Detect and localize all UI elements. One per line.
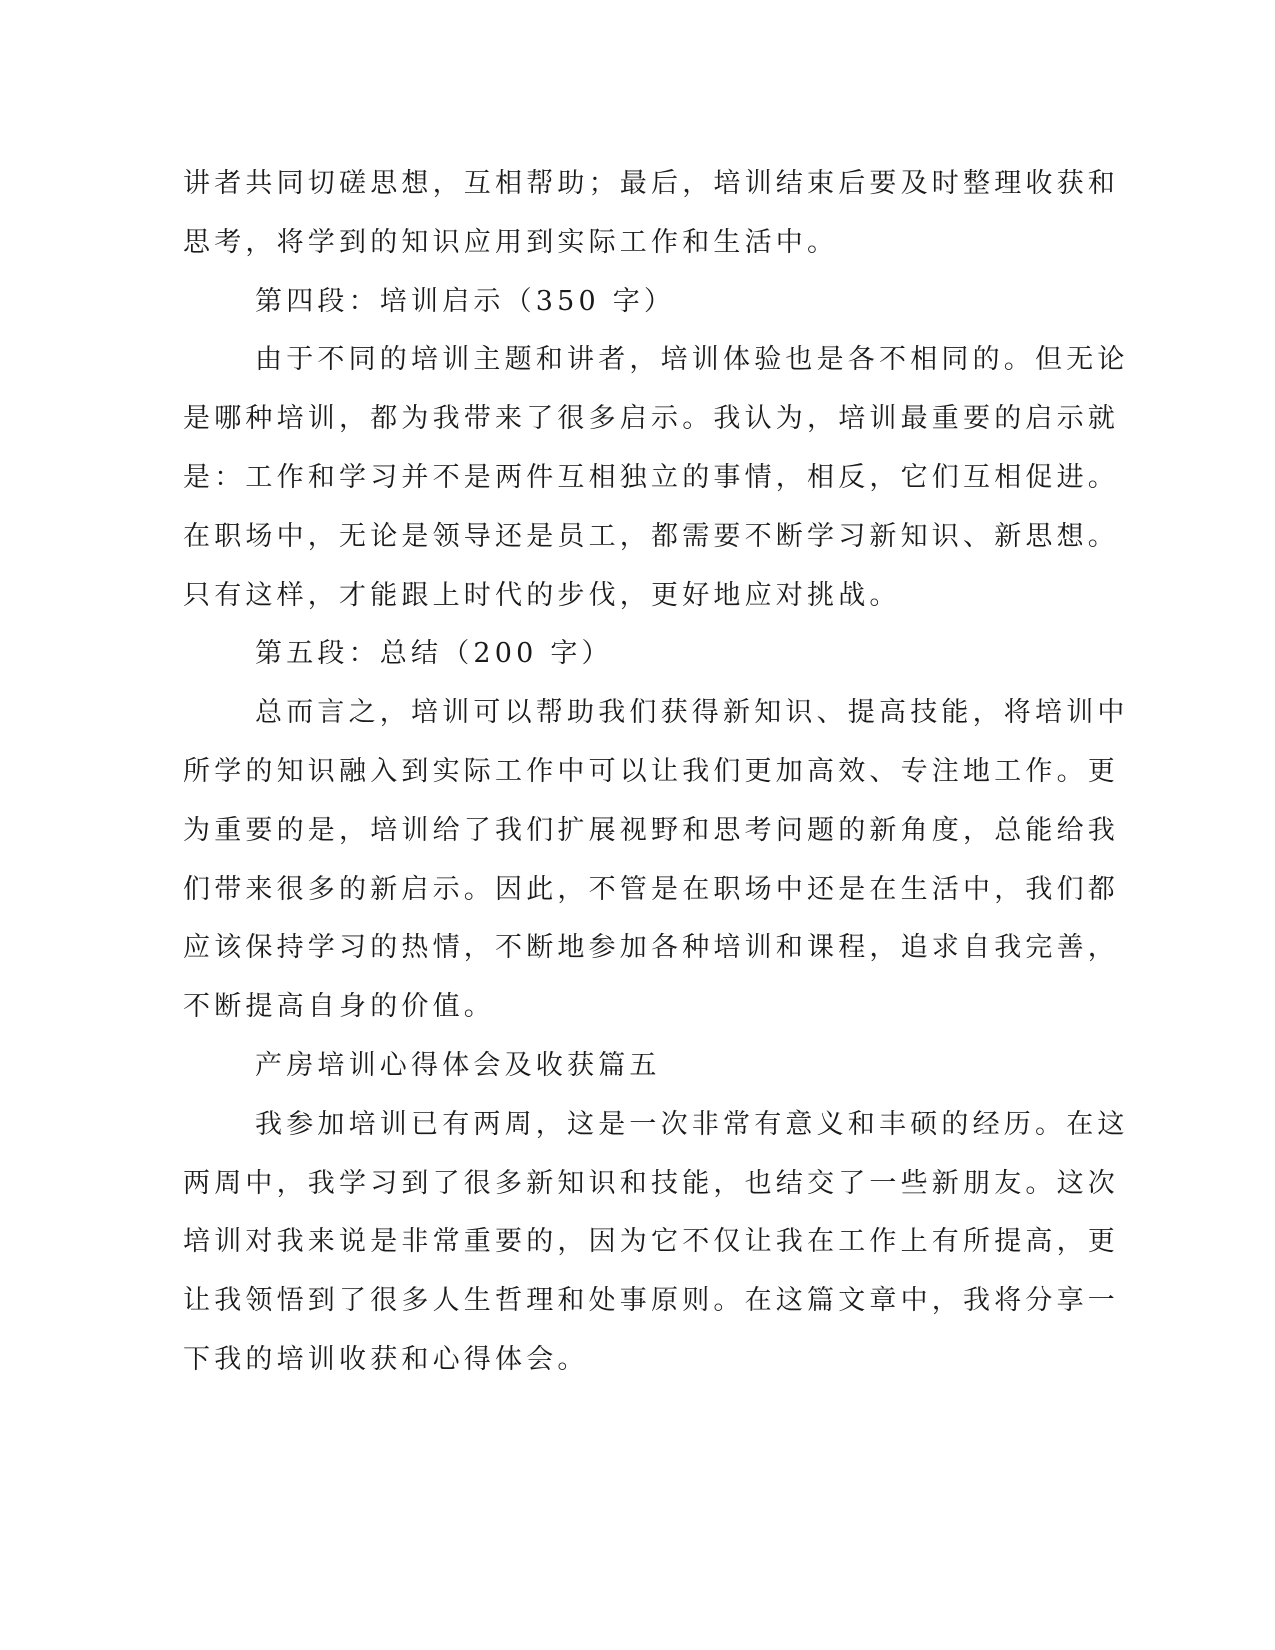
text-line: 们带来很多的新启示。因此，不管是在职场中还是在生活中，我们都: [183, 873, 1119, 905]
text-line: 在职场中，无论是领导还是员工，都需要不断学习新知识、新思想。: [183, 520, 1119, 552]
text-line: 所学的知识融入到实际工作中可以让我们更加高效、专注地工作。更: [183, 755, 1119, 787]
text-line: 培训对我来说是非常重要的，因为它不仅让我在工作上有所提高，更: [183, 1226, 1119, 1258]
text-line: 应该保持学习的热情，不断地参加各种培训和课程，追求自我完善，: [183, 932, 1119, 964]
document-body: [183, 155, 1129, 1390]
paragraph-first-line: 总而言之，培训可以帮助我们获得新知识、提高技能，将培训中: [255, 697, 1129, 729]
section-heading: 第五段：总结（200 字）: [255, 638, 613, 670]
text-line: 下我的培训收获和心得体会。: [183, 1343, 589, 1375]
text-line: 只有这样，才能跟上时代的步伐，更好地应对挑战。: [183, 579, 901, 611]
text-line: 不断提高自身的价值。: [183, 991, 495, 1023]
article-title: 产房培训心得体会及收获篇五: [255, 1049, 661, 1081]
text-line: 为重要的是，培训给了我们扩展视野和思考问题的新角度，总能给我: [183, 814, 1119, 846]
section-heading: 第四段：培训启示（350 字）: [255, 285, 676, 317]
text-line: 思考，将学到的知识应用到实际工作和生活中。: [183, 226, 839, 258]
text-line: 是哪种培训，都为我带来了很多启示。我认为，培训最重要的启示就: [183, 403, 1119, 435]
text-line: 讲者共同切磋思想，互相帮助；最后，培训结束后要及时整理收获和: [183, 168, 1119, 199]
text-line: 是：工作和学习并不是两件互相独立的事情，相反，它们互相促进。: [183, 461, 1119, 493]
text-line: 两周中，我学习到了很多新知识和技能，也结交了一些新朋友。这次: [183, 1167, 1119, 1199]
text-line: 让我领悟到了很多人生哲理和处事原则。在这篇文章中，我将分享一: [183, 1285, 1119, 1317]
paragraph-first-line: 我参加培训已有两周，这是一次非常有意义和丰硕的经历。在这: [255, 1108, 1129, 1140]
paragraph-first-line: 由于不同的培训主题和讲者，培训体验也是各不相同的。但无论: [255, 344, 1129, 376]
